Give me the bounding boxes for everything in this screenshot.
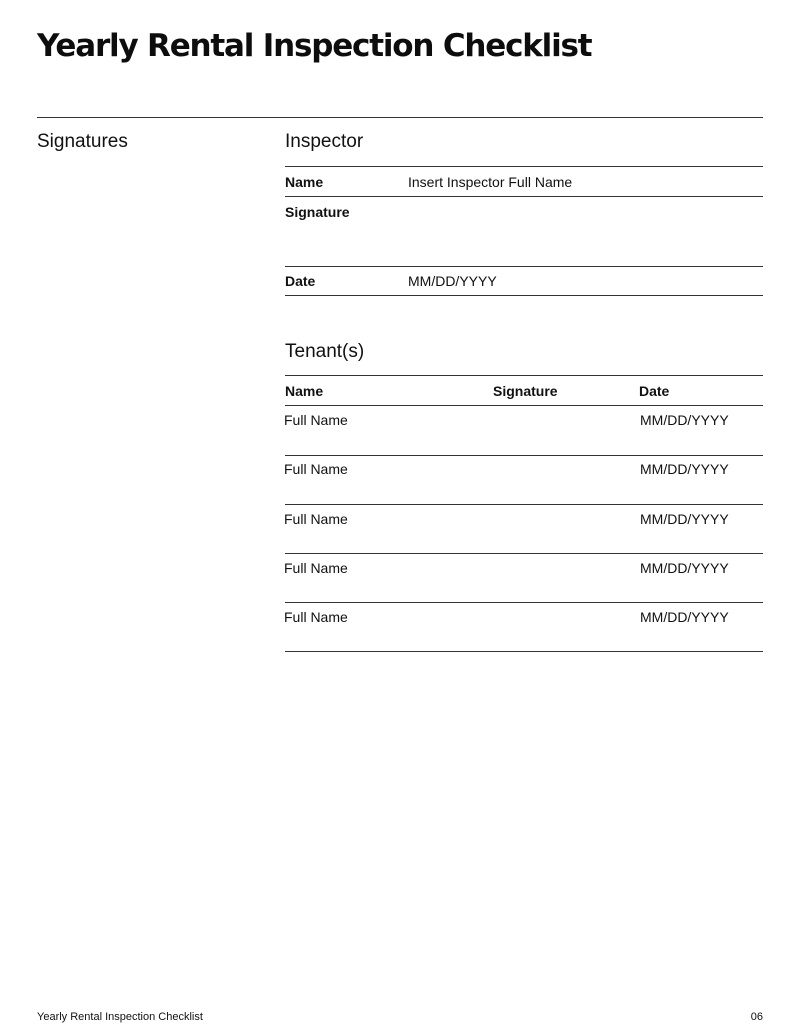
divider	[285, 266, 763, 267]
divider	[285, 553, 763, 554]
inspector-date-label: Date	[285, 273, 316, 289]
tenant-date-field[interactable]: MM/DD/YYYY	[640, 412, 729, 428]
page-number: 06	[750, 1011, 763, 1023]
tenant-signature-field[interactable]	[493, 605, 633, 649]
tenant-signature-field[interactable]	[493, 507, 633, 551]
inspector-name-field[interactable]: Insert Inspector Full Name	[408, 174, 573, 190]
divider	[285, 602, 763, 603]
inspector-signature-field[interactable]	[408, 198, 763, 264]
divider	[285, 196, 763, 197]
tenant-signature-field[interactable]	[493, 408, 633, 452]
tenants-col-signature: Signature	[493, 383, 558, 399]
inspector-heading: Inspector	[285, 131, 364, 152]
divider	[285, 166, 763, 167]
tenant-date-field[interactable]: MM/DD/YYYY	[640, 609, 729, 625]
tenant-date-field[interactable]: MM/DD/YYYY	[640, 560, 729, 576]
section-label: Signatures	[37, 131, 128, 152]
tenant-name-field[interactable]: Full Name	[284, 609, 348, 625]
divider	[285, 375, 763, 376]
tenant-name-field[interactable]: Full Name	[284, 560, 348, 576]
tenant-date-field[interactable]: MM/DD/YYYY	[640, 511, 729, 527]
inspector-signature-label: Signature	[285, 204, 350, 220]
inspector-name-label: Name	[285, 174, 324, 190]
divider	[285, 455, 763, 456]
tenants-col-date: Date	[639, 383, 670, 399]
divider	[285, 295, 763, 296]
tenant-signature-field[interactable]	[493, 556, 633, 600]
tenant-signature-field[interactable]	[493, 458, 633, 502]
header-divider	[37, 117, 763, 118]
tenants-heading: Tenant(s)	[285, 341, 365, 362]
tenant-name-field[interactable]: Full Name	[284, 412, 348, 428]
divider	[285, 405, 763, 406]
divider	[285, 504, 763, 505]
tenant-date-field[interactable]: MM/DD/YYYY	[640, 461, 729, 477]
page-title: Yearly Rental Inspection Checklist	[37, 28, 592, 64]
footer-title: Yearly Rental Inspection Checklist	[37, 1011, 203, 1023]
divider	[285, 651, 763, 652]
tenants-col-name: Name	[285, 383, 324, 399]
tenant-name-field[interactable]: Full Name	[284, 461, 348, 477]
tenant-name-field[interactable]: Full Name	[284, 511, 348, 527]
inspector-date-field[interactable]: MM/DD/YYYY	[408, 273, 497, 289]
